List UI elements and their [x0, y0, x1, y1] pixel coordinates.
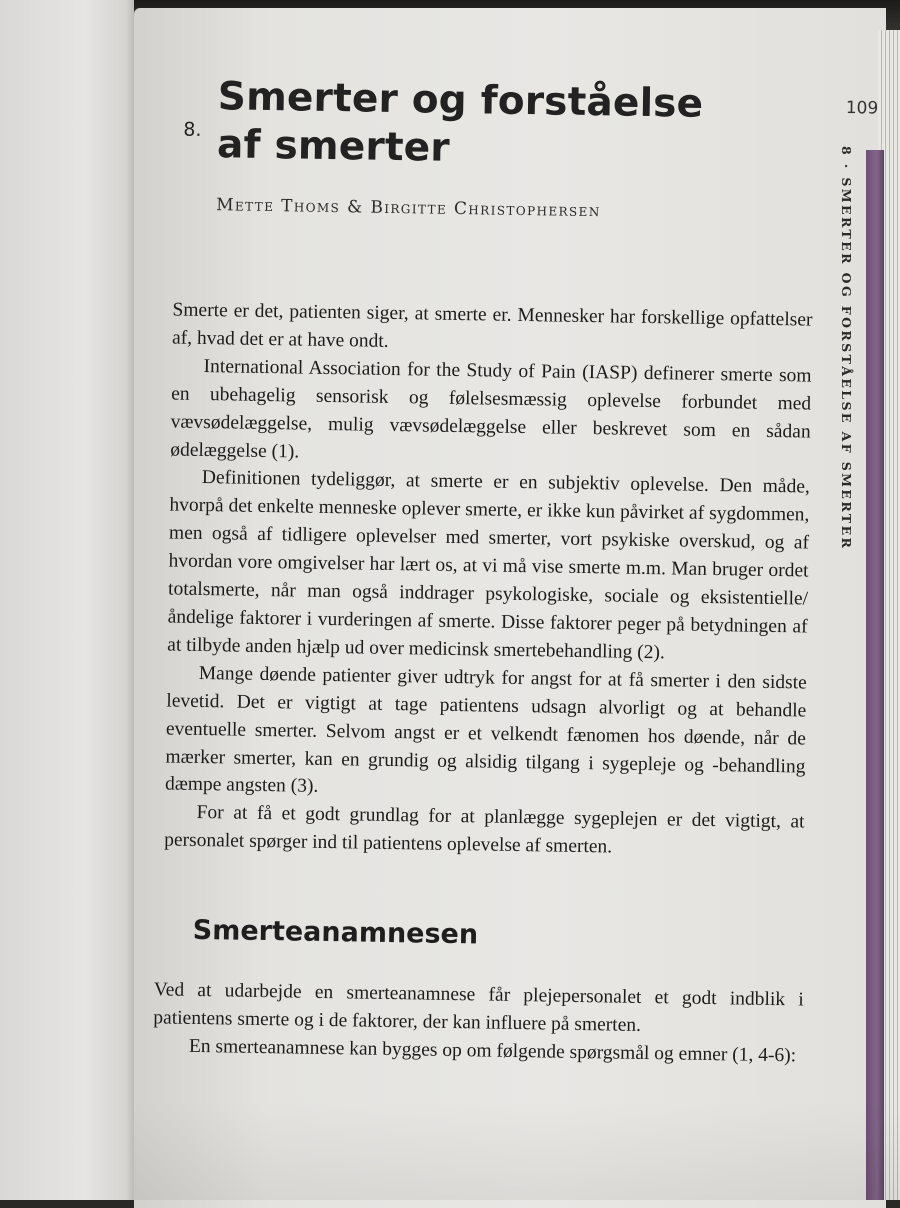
- section-body-text: [153, 976, 804, 1070]
- chapter-title: Smerter og forståelse af smerter: [216, 74, 704, 171]
- paragraph: Smerte er det, patienten siger, at smerte er. Mennesker har forskellige opfattelser af, hvad det er at have ondt.: [171, 299, 813, 352]
- section-heading: Smerteanamnesen: [192, 914, 479, 951]
- paragraph: En smerteanamnese kan bygges op om følgende spørgsmål og emner (1, 4-6):: [188, 1035, 797, 1067]
- page-number: 109: [845, 98, 879, 119]
- paragraph: Mange døende patienter giver udtryk for angst for at få smerter i den sidste levetid. Det er vigtigt at tage patientens udsagn alvorligt og at behandle eventuelle smerter. Selvom angst er et velkendt fænomen hos døende, når de mærker smerter, kan en grundig og alsidig tilgang i sygepleje og -behandling dæmpe angsten (3).: [164, 662, 807, 798]
- running-head: 8 · SMERTER OG FORSTÅELSE AF SMERTER: [839, 146, 854, 551]
- chapter-authors: Mette Thoms & Birgitte Christophersen: [216, 195, 601, 222]
- paragraph: Ved at udarbejde en smerteanamnese får plejepersonalet et godt indblik i patientens smerte og i de faktorer, der kan influere på smerten.: [153, 979, 804, 1036]
- body-text: [164, 297, 813, 865]
- chapter-number: 8.: [183, 118, 202, 141]
- paragraph: For at få et godt grundlag for at planlægge sygeplejen er det vigtigt, at personalet spørger ind til patientens oplevelse af smerten.: [164, 802, 805, 858]
- paragraph: International Association for the Study of Pain (IASP) definerer smerte som en ubehagelig sensorisk og følelsesmæssig oplevelse forbundet med vævsødelæggelse, mulig vævsødelæggelse eller beskrevet som en sådan ødelæggelse (1).: [170, 355, 812, 463]
- paragraph: Definitionen tydeliggør, at smerte er en subjektiv oplevelse. Den måde, hvorpå det enkelte menneske oplever smerte, er ikke kun påvirket af sygdommen, men også af tidligere oplevelser med smerter, vort psykiske overskud, og af hvordan vore omgivelser har lært os, at vi må vise smerte m.m. Man bruger ordet totalsmerte, når man også inddrager psykologiske, sociale og eksistentielle/åndelige faktorer i vurderingen af smerte. Disse faktorer peger på betydningen af at tilbyde anden hjælp ud over medicinsk smertebehandling (2).: [167, 467, 810, 664]
